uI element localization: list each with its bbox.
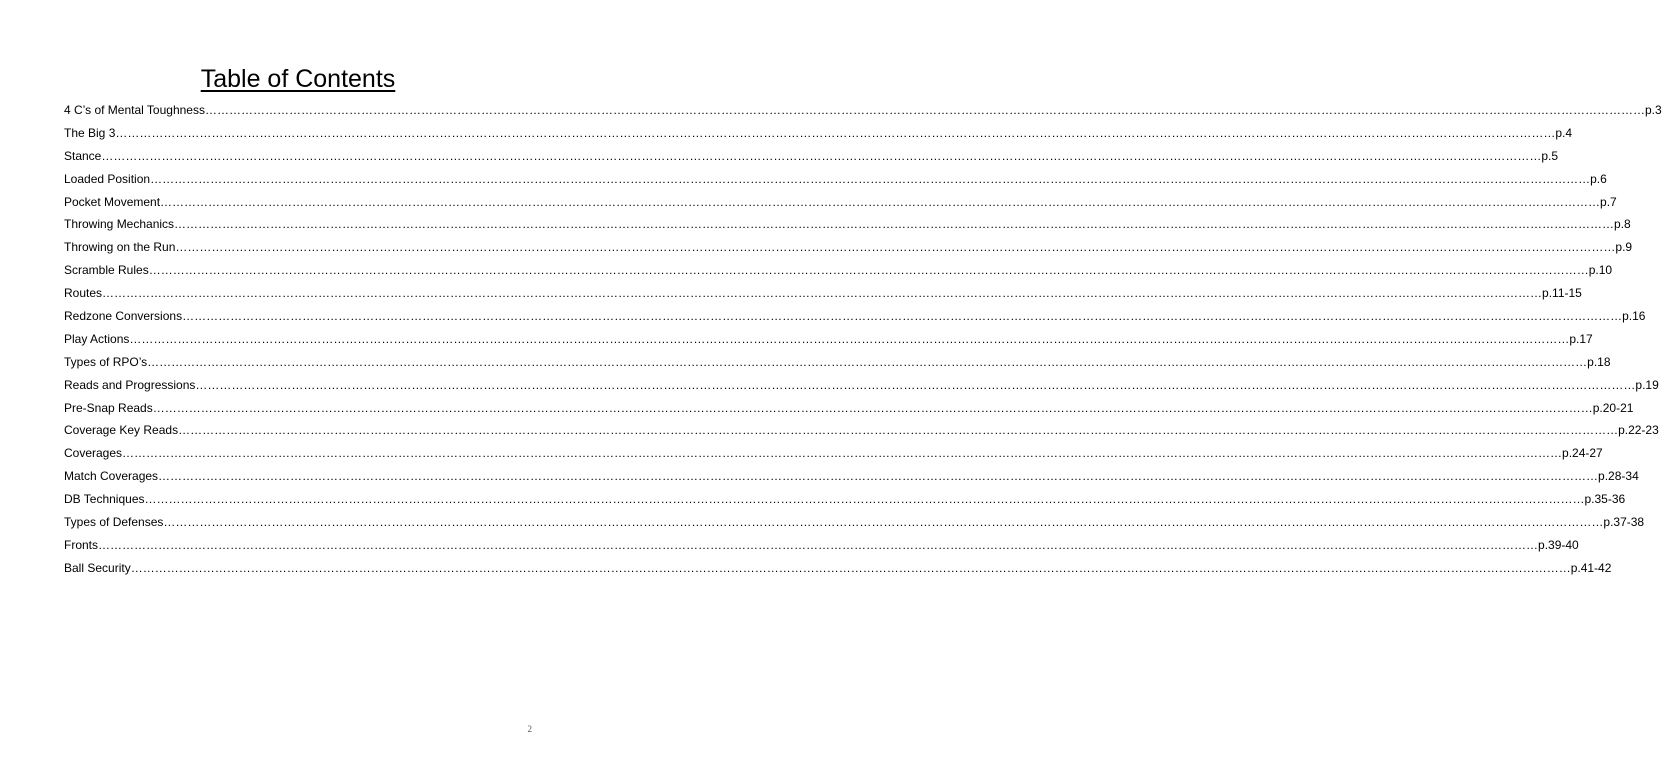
toc-entry (64, 147, 1559, 170)
toc-entry (64, 559, 1612, 582)
toc-entry-page: p.5 (1541, 148, 1559, 163)
toc-entry (64, 193, 1617, 216)
dot-leader: ……………………………………………………………………………………………………………………………………………………………………………………………………………………………………………………………………………………………………………………………… (174, 217, 1615, 232)
toc-entry-page: p.18 (1587, 354, 1611, 369)
toc-entry-page: p.17 (1569, 331, 1593, 346)
toc-entry-page: p.41-42 (1570, 560, 1612, 575)
dot-leader: ……………………………………………………………………………………………………………………………………………………………………………………………………………………………………………………………………………………………………………………………… (144, 492, 1585, 507)
dot-leader: ……………………………………………………………………………………………………………………………………………………………………………………………………………………………………………………………………………………………………………………………… (182, 309, 1623, 324)
toc-entry (64, 261, 1613, 284)
dot-leader: ……………………………………………………………………………………………………………………………………………………………………………………………………………………………………………………………………………………………………………………………… (152, 400, 1593, 415)
toc-entry-label: Play Actions (64, 331, 130, 346)
dot-leader: ……………………………………………………………………………………………………………………………………………………………………………………………………………………………………………………………………………………………………………………………… (150, 171, 1591, 186)
toc-entry-label: Throwing on the Run (64, 240, 176, 255)
toc-entry-label: Match Coverages (64, 469, 159, 484)
toc-entry-page: p.11-15 (1542, 286, 1582, 301)
dot-leader: ……………………………………………………………………………………………………………………………………………………………………………………………………………………………………………………………………………………………………………………………… (122, 446, 1563, 461)
toc-entry-label: Ball Security (64, 560, 131, 575)
toc-entry-page: p.3 (1644, 103, 1662, 117)
toc-entry (64, 536, 1579, 559)
toc-entry-page: p.37-38 (1603, 515, 1645, 530)
toc-entry-label: Fronts (64, 537, 99, 552)
toc-entry-page: p.39-40 (1538, 537, 1579, 552)
toc-entry-page: p.8 (1614, 217, 1631, 232)
toc-entry (64, 444, 1603, 467)
toc-entry-page: p.28-34 (1598, 469, 1639, 484)
toc-entry (64, 215, 1631, 238)
toc-entry (64, 399, 1634, 422)
toc-entry-label: Routes (64, 286, 103, 301)
toc-entry-page: p.20-21 (1592, 400, 1634, 415)
dot-leader: ……………………………………………………………………………………………………………………………………………………………………………………………………………………………………………………………………………………………………………………………… (148, 263, 1589, 278)
toc-entry (64, 330, 1593, 353)
dot-leader: ……………………………………………………………………………………………………………………………………………………………………………………………………………………………………………………………………………………………………………………………… (115, 125, 1556, 140)
toc-entry (64, 284, 1582, 307)
toc-entry (64, 467, 1639, 490)
toc-entry-label: DB Techniques (64, 492, 145, 507)
toc-entry-page: p.4 (1555, 125, 1573, 140)
toc-entry-label: Types of RPO’s (64, 354, 148, 369)
toc-entry-label: Coverage Key Reads (64, 423, 179, 438)
dot-leader: ……………………………………………………………………………………………………………………………………………………………………………………………………………………………………………………………………………………………………………………………… (178, 423, 1619, 438)
dot-leader: ……………………………………………………………………………………………………………………………………………………………………………………………………………………………………………………………………………………………………………………………… (129, 331, 1570, 346)
toc-entry-label: Types of Defenses (64, 515, 164, 530)
page-number: 2 (527, 724, 532, 734)
toc-entry (64, 421, 1659, 444)
toc-entry-label: Loaded Position (64, 171, 151, 186)
toc-entry (64, 490, 1626, 513)
dot-leader: ……………………………………………………………………………………………………………………………………………………………………………………………………………………………………………………………………………………………………………………………… (195, 377, 1636, 392)
dot-leader: ……………………………………………………………………………………………………………………………………………………………………………………………………………………………………………………………………………………………………………………………… (98, 537, 1539, 552)
toc-entry-label: Pre-Snap Reads (64, 400, 153, 415)
toc-entry-page: p.19 (1635, 377, 1659, 392)
dot-leader: ……………………………………………………………………………………………………………………………………………………………………………………………………………………………………………………………………………………………………………………………… (204, 103, 1645, 117)
toc-entry-label: 4 C’s of Mental Toughness (64, 103, 205, 117)
page-title: Table of Contents (200, 65, 396, 93)
toc-entry-page: p.24-27 (1562, 446, 1603, 461)
dot-leader: ……………………………………………………………………………………………………………………………………………………………………………………………………………………………………………………………………………………………………………………………… (163, 515, 1604, 530)
toc-entry (64, 513, 1645, 536)
toc-entry-page: p.7 (1600, 194, 1617, 209)
toc-entry-label: Reads and Progressions (64, 377, 196, 392)
toc-entry (64, 124, 1573, 147)
toc-entry-page: p.9 (1615, 240, 1633, 255)
toc-entry-page: p.6 (1590, 171, 1607, 186)
dot-leader: ……………………………………………………………………………………………………………………………………………………………………………………………………………………………………………………………………………………………………………………………… (130, 560, 1571, 575)
dot-leader: ……………………………………………………………………………………………………………………………………………………………………………………………………………………………………………………………………………………………………………………………… (175, 240, 1616, 255)
dot-leader: ……………………………………………………………………………………………………………………………………………………………………………………………………………………………………………………………………………………………………………………………… (147, 354, 1588, 369)
table-of-contents (64, 101, 1662, 582)
dot-leader: ……………………………………………………………………………………………………………………………………………………………………………………………………………………………………………………………………………………………………………………………… (158, 469, 1599, 484)
toc-entry (64, 238, 1633, 261)
dot-leader: ……………………………………………………………………………………………………………………………………………………………………………………………………………………………………………………………………………………………………………………………… (160, 194, 1601, 209)
toc-entry-page: p.35-36 (1584, 492, 1626, 507)
toc-entry-page: p.16 (1622, 309, 1646, 324)
toc-entry-label: The Big 3 (64, 125, 116, 140)
toc-entry-label: Redzone Conversions (64, 309, 183, 324)
toc-entry-page: p.22-23 (1618, 423, 1659, 438)
toc-entry-label: Scramble Rules (64, 263, 149, 278)
toc-entry-label: Stance (64, 148, 102, 163)
toc-entry (64, 307, 1646, 330)
toc-entry-page: p.10 (1588, 263, 1613, 278)
toc-entry-label: Coverages (64, 446, 123, 461)
toc-entry (64, 353, 1611, 376)
dot-leader: ……………………………………………………………………………………………………………………………………………………………………………………………………………………………………………………………………………………………………………………………… (101, 148, 1542, 163)
toc-entry (64, 170, 1607, 193)
toc-entry-label: Throwing Mechanics (64, 217, 175, 232)
toc-entry (64, 101, 1662, 124)
toc-entry (64, 376, 1659, 399)
dot-leader: ……………………………………………………………………………………………………………………………………………………………………………………………………………………………………………………………………………………………………………………………… (102, 286, 1543, 301)
toc-entry-label: Pocket Movement (64, 194, 161, 209)
